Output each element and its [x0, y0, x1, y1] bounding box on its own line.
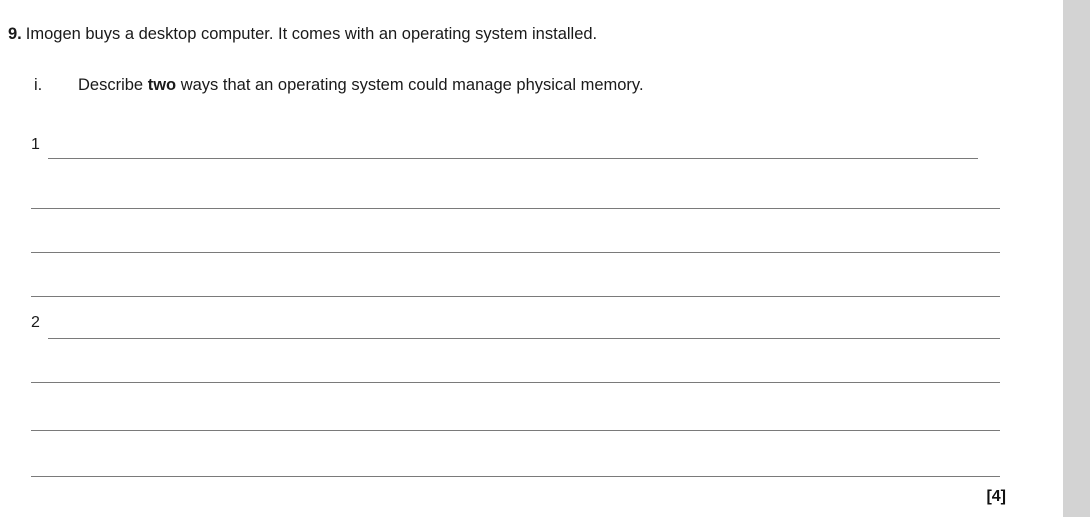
- page-edge-shadow: [1063, 0, 1090, 517]
- marks-allocation: [4]: [986, 488, 1006, 505]
- sub-question-i: [34, 74, 1014, 96]
- answer-label-2: 2: [31, 314, 40, 331]
- answer-line: [48, 338, 1000, 339]
- answer-line: [31, 296, 1000, 297]
- answer-line: [48, 158, 978, 159]
- question-number: 9.: [8, 25, 22, 43]
- sub-question-text-after: ways that an operating system could manage physical memory.: [176, 76, 644, 94]
- sub-question-text-before: Describe: [78, 76, 148, 94]
- sub-question-emphasis: two: [147, 76, 177, 94]
- question-heading: [8, 23, 1028, 45]
- answer-line: [31, 382, 1000, 383]
- answer-line: [31, 252, 1000, 253]
- answer-line: [31, 208, 1000, 209]
- question-stem-text: Imogen buys a desktop computer. It comes with an operating system installed.: [25, 25, 598, 43]
- answer-label-1: 1: [31, 136, 40, 153]
- answer-line: [31, 430, 1000, 431]
- sub-question-label: i.: [34, 76, 43, 94]
- answer-line: [31, 476, 1000, 477]
